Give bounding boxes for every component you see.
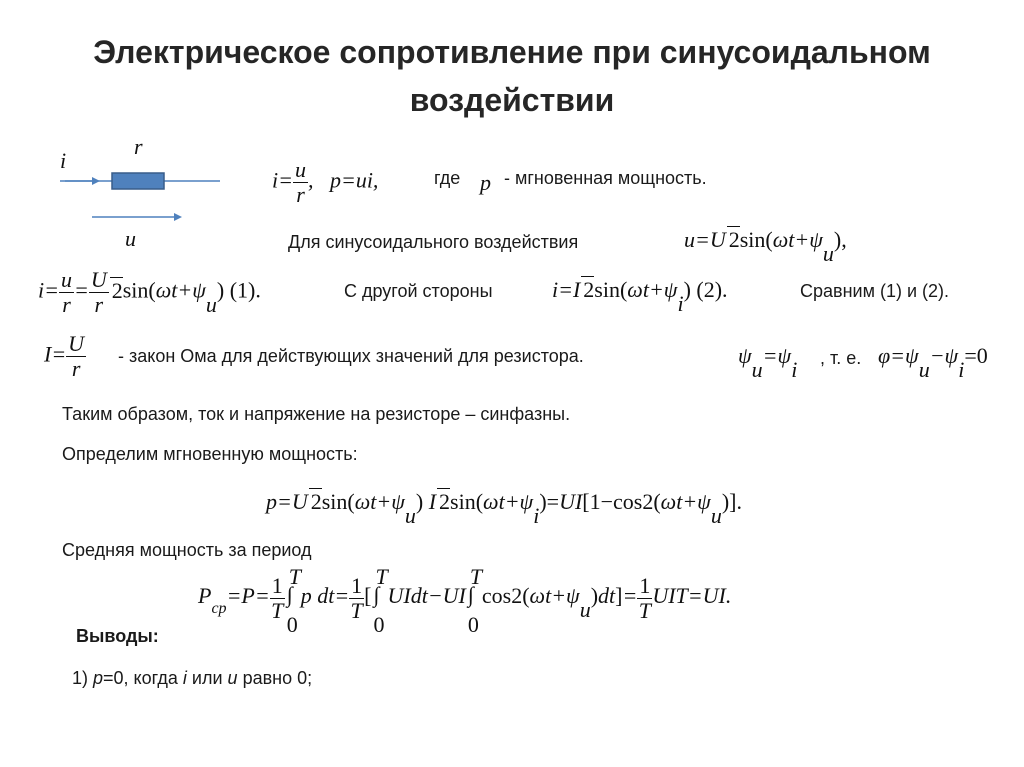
define-power-text: Определим мгновенную мощность: [62, 444, 358, 464]
conclusion-1-or: или [186, 668, 228, 688]
formula-phase-shift: φ=ψu−ψi=0 [878, 343, 988, 382]
compare-text: Сравним (1) и (2). [800, 281, 950, 301]
formula-ohm-rms: I= $\frac{U}{r}$ [44, 331, 85, 381]
current-arrow-head [92, 177, 100, 185]
formula-instant-power: p=U 2sin(ωt+ψu) I 2sin(ωt+ψi)=UI[1−cos2(ωt+ψu)]. [266, 489, 742, 528]
conclusion-1-mid: =0, когда [103, 668, 183, 688]
formula-voltage: u=U 2sin(ωt+ψu), [684, 227, 847, 266]
in-phase-text: Таким образом, ток и напряжение на резисторе – синфазны. [62, 404, 571, 424]
formula-ohm-instant: i= $\frac{u}{r}$ , p=ui, [272, 157, 379, 207]
avg-power-text: Средняя мощность за период [62, 540, 312, 560]
conclusion-1-suffix: равно 0; [237, 668, 313, 688]
conclusions-title: Выводы: [76, 626, 159, 646]
resistor-symbol [112, 173, 164, 189]
conclusion-1-u: u [227, 668, 238, 688]
conclusion-1-p: p [93, 668, 104, 688]
page-title: Электрическое сопротивление при синусоидальном воздействии [93, 34, 931, 118]
conclusion-1-prefix: 1) [72, 668, 94, 688]
conclusion-1 [72, 668, 312, 689]
resistor-label: r [134, 134, 143, 159]
resistor-circuit-diagram [50, 130, 250, 240]
sinusoidal-text: Для синусоидального воздействия [288, 232, 579, 252]
conclusion-1-i: i [182, 668, 187, 688]
current-label: i [60, 148, 67, 173]
voltage-arrow-head [174, 213, 182, 221]
other-side-text: С другой стороны [344, 281, 493, 301]
ohm-law-text: - закон Ома для действующих значений для резистора. [118, 346, 584, 366]
te-text: , т. е. [820, 348, 862, 368]
voltage-label: u [125, 226, 136, 251]
where-text: где [434, 168, 461, 188]
power-symbol: p [480, 170, 491, 195]
formula-current-2: i=I 2sin(ωt+ψi) (2). [552, 277, 728, 316]
instant-power-text: - мгновенная мощность. [504, 168, 707, 188]
formula-current-1: i= $\frac{u}{r}$ = $\frac{U}{r}$ 2sin(ωt+ψu) (1). [38, 267, 261, 317]
formula-average-power: $P_{ср}=P=$ $\frac{1}{T}$ T ∫ 0 p dt= $\frac{1}{T}$ [ T ∫ 0 UIdt−UI T ∫ 0 cos2(ωt+ψu)dt]= $\frac{1}{T}$ UIT=UI. [198, 564, 732, 637]
formula-phase-equal: ψu=ψi [738, 343, 798, 382]
